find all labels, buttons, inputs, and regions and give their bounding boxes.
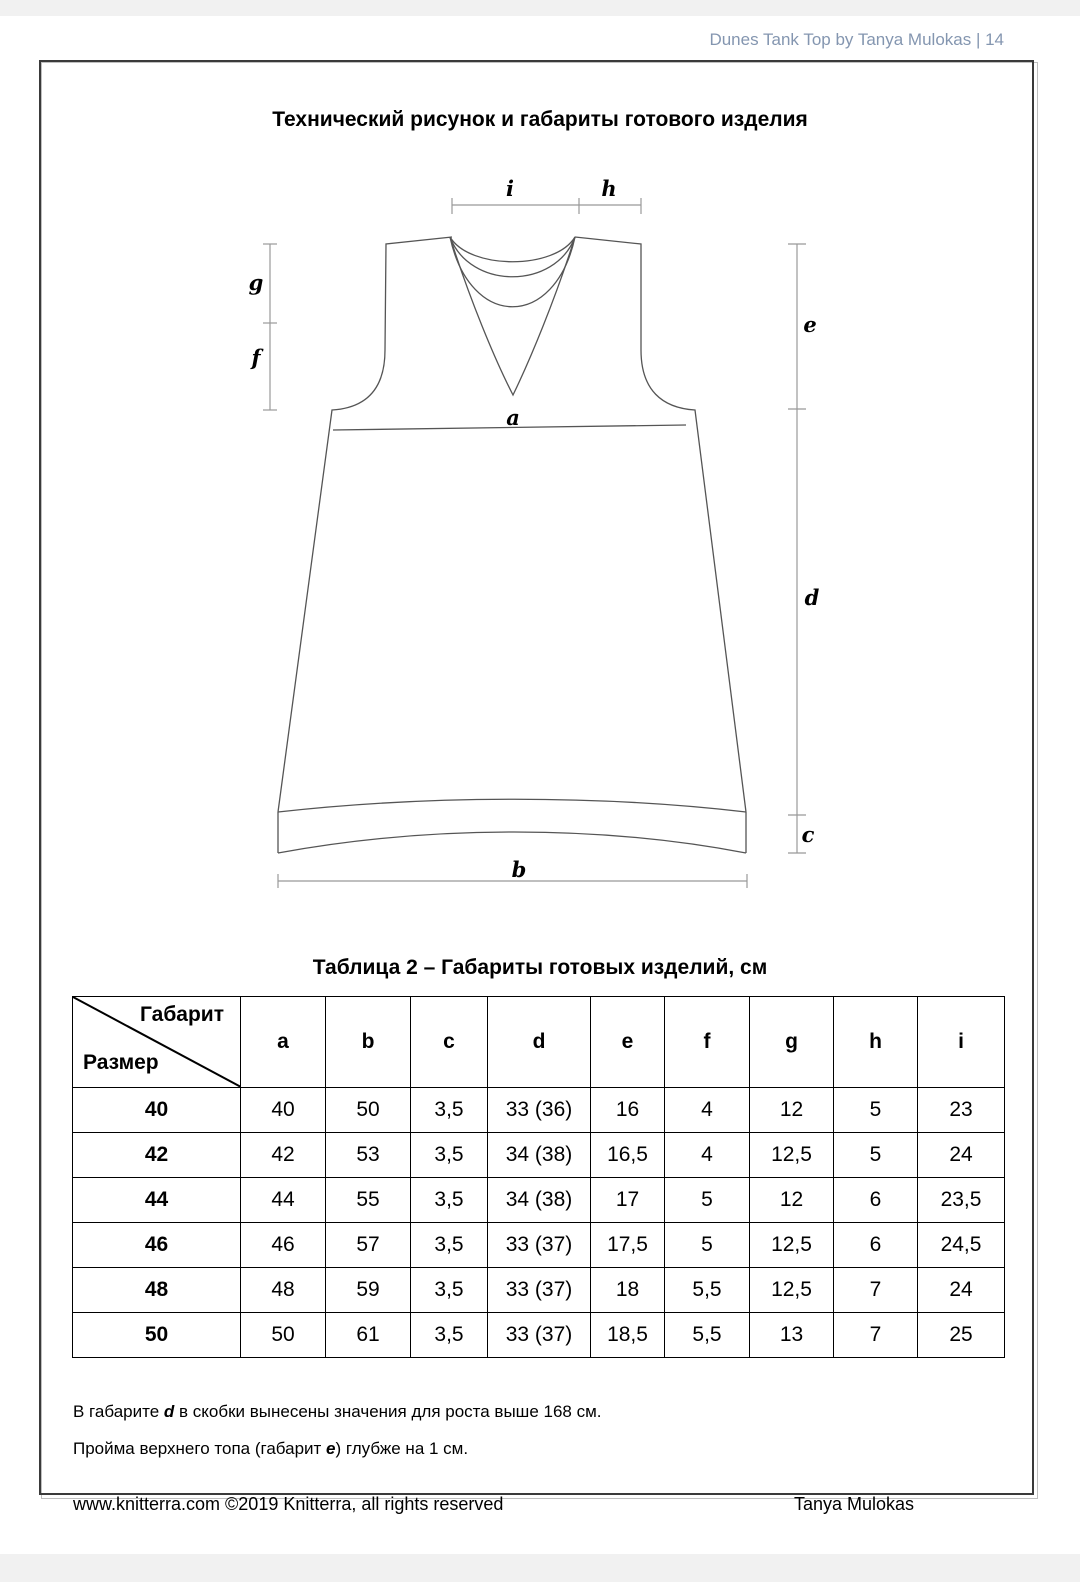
value-cell: 33 (36): [488, 1088, 591, 1133]
page-title: Технический рисунок и габариты готового изделия: [272, 108, 808, 131]
hem-bottom: [278, 832, 746, 853]
label-f: f: [251, 345, 261, 370]
column-header: d: [488, 997, 591, 1088]
column-header: f: [665, 997, 750, 1088]
value-cell: 25: [918, 1313, 1005, 1358]
value-cell: 5: [834, 1088, 918, 1133]
value-cell: 7: [834, 1268, 918, 1313]
table-row: [73, 1268, 1005, 1313]
size-cell: 40: [73, 1088, 241, 1133]
value-cell: 12: [750, 1178, 834, 1223]
size-cell: 50: [73, 1313, 241, 1358]
size-cell: 42: [73, 1133, 241, 1178]
neck-drape-2: [450, 237, 575, 277]
value-cell: 5: [665, 1178, 750, 1223]
value-cell: 24: [918, 1268, 1005, 1313]
tank-top-schematic: [0, 160, 1080, 900]
size-cell: 46: [73, 1223, 241, 1268]
value-cell: 46: [241, 1223, 326, 1268]
page-bottom-edge: [0, 1554, 1080, 1582]
sizes-table: [72, 996, 1005, 1358]
column-header: a: [241, 997, 326, 1088]
value-cell: 18,5: [591, 1313, 665, 1358]
value-cell: 3,5: [411, 1133, 488, 1178]
value-cell: 44: [241, 1178, 326, 1223]
column-header: g: [750, 997, 834, 1088]
value-cell: 3,5: [411, 1313, 488, 1358]
value-cell: 24,5: [918, 1223, 1005, 1268]
note-d-prefix: В габарите: [73, 1402, 164, 1421]
value-cell: 4: [665, 1133, 750, 1178]
value-cell: 12,5: [750, 1133, 834, 1178]
value-cell: 61: [326, 1313, 411, 1358]
label-g: g: [248, 270, 264, 295]
value-cell: 3,5: [411, 1178, 488, 1223]
note-e-variable: e: [326, 1439, 336, 1458]
body-outline: [278, 237, 746, 812]
neck-drape-3: [450, 237, 575, 307]
value-cell: 18: [591, 1268, 665, 1313]
page-top-edge: [0, 0, 1080, 16]
neck-front: [450, 237, 575, 395]
value-cell: 16: [591, 1088, 665, 1133]
value-cell: 42: [241, 1133, 326, 1178]
footer-copyright: www.knitterra.com ©2019 Knitterra, all rights reserved: [73, 1494, 504, 1514]
value-cell: 5: [665, 1223, 750, 1268]
label-d: d: [804, 585, 820, 610]
page-header: Dunes Tank Top by Tanya Mulokas | 14: [709, 30, 1004, 49]
table-header-row: [73, 997, 1005, 1088]
value-cell: 50: [326, 1088, 411, 1133]
label-c: c: [801, 822, 815, 847]
note-d-suffix: в скобки вынесены значения для роста выше 168 см.: [174, 1402, 602, 1421]
note-e-prefix: Пройма верхнего топа (габарит: [73, 1439, 327, 1458]
value-cell: 16,5: [591, 1133, 665, 1178]
value-cell: 24: [918, 1133, 1005, 1178]
label-a: a: [506, 405, 520, 430]
value-cell: 12,5: [750, 1268, 834, 1313]
corner-label-dimension: Габарит: [140, 1003, 224, 1026]
value-cell: 40: [241, 1088, 326, 1133]
value-cell: 33 (37): [488, 1313, 591, 1358]
value-cell: 12,5: [750, 1223, 834, 1268]
label-e: e: [803, 312, 817, 337]
note-e-suffix: ) глубже на 1 см.: [335, 1439, 469, 1458]
value-cell: 33 (37): [488, 1268, 591, 1313]
size-cell: 44: [73, 1178, 241, 1223]
column-header: b: [326, 997, 411, 1088]
value-cell: 23,5: [918, 1178, 1005, 1223]
value-cell: 7: [834, 1313, 918, 1358]
value-cell: 34 (38): [488, 1133, 591, 1178]
value-cell: 12: [750, 1088, 834, 1133]
value-cell: 33 (37): [488, 1223, 591, 1268]
column-header: c: [411, 997, 488, 1088]
value-cell: 3,5: [411, 1268, 488, 1313]
value-cell: 5: [834, 1133, 918, 1178]
value-cell: 57: [326, 1223, 411, 1268]
label-b: b: [511, 857, 527, 882]
value-cell: 50: [241, 1313, 326, 1358]
value-cell: 6: [834, 1178, 918, 1223]
corner-label-size: Размер: [83, 1051, 159, 1074]
table-title: Таблица 2 – Габариты готовых изделий, см: [312, 956, 768, 979]
table-row: [73, 1088, 1005, 1133]
column-header: e: [591, 997, 665, 1088]
value-cell: 5,5: [665, 1313, 750, 1358]
value-cell: 17: [591, 1178, 665, 1223]
table-row: [73, 1133, 1005, 1178]
note-d-variable: d: [163, 1402, 175, 1421]
size-cell: 48: [73, 1268, 241, 1313]
value-cell: 4: [665, 1088, 750, 1133]
column-header: h: [834, 997, 918, 1088]
value-cell: 48: [241, 1268, 326, 1313]
value-cell: 3,5: [411, 1088, 488, 1133]
value-cell: 6: [834, 1223, 918, 1268]
value-cell: 3,5: [411, 1223, 488, 1268]
label-i: i: [506, 176, 514, 201]
table-row: [73, 1178, 1005, 1223]
note-e-armhole: [73, 1439, 468, 1459]
footer-author: Tanya Mulokas: [794, 1494, 915, 1514]
value-cell: 59: [326, 1268, 411, 1313]
hem-top: [278, 799, 746, 812]
table-row: [73, 1223, 1005, 1268]
value-cell: 34 (38): [488, 1178, 591, 1223]
label-h: h: [601, 176, 617, 201]
value-cell: 5,5: [665, 1268, 750, 1313]
value-cell: 23: [918, 1088, 1005, 1133]
value-cell: 55: [326, 1178, 411, 1223]
value-cell: 17,5: [591, 1223, 665, 1268]
table-row: [73, 1313, 1005, 1358]
note-d-height: [73, 1402, 602, 1422]
table-corner-cell: [73, 997, 241, 1088]
column-header: i: [918, 997, 1005, 1088]
neck-drape-1: [450, 237, 575, 262]
value-cell: 13: [750, 1313, 834, 1358]
value-cell: 53: [326, 1133, 411, 1178]
